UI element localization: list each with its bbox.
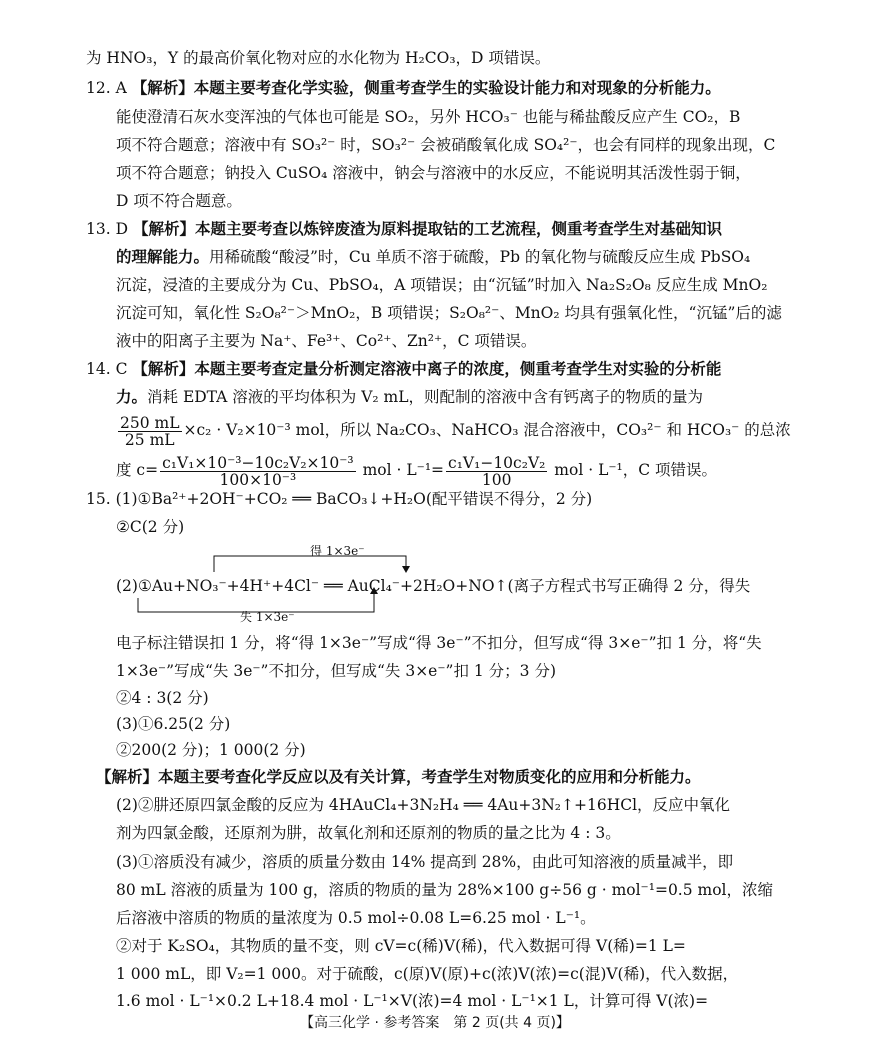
gain-arrowhead xyxy=(402,566,410,573)
q15-line5: 1×3e⁻”写成“失 3e⁻”不扣分，但写成“失 3×e⁻”扣 1 分；3 分) xyxy=(116,662,557,680)
line-prev: 为 HNO₃，Y 的最高价氧化物对应的水化物为 H₂CO₃，D 项错误。 xyxy=(86,49,551,67)
q13-line1 xyxy=(86,218,722,240)
q15-analysis7: 1 000 mL，即 V₂=1 000。对于硫酸，c(原)V(原)+c(浓)V(浓)=c(混)V(稀)，代入数据， xyxy=(116,965,739,983)
q15-eq1: (1)①Ba²⁺+2OH⁻+CO₂ ══ BaCO₃↓+H₂O(配平错误不得分，2 分) xyxy=(115,490,593,508)
q13-heading-tail: 的理解能力。 xyxy=(116,248,210,266)
page-footer: 【高三化学 · 参考答案 第 2 页(共 4 页)】 xyxy=(300,1015,570,1031)
q14-line1 xyxy=(86,358,721,380)
q12-heading: 【解析】本题主要考查化学实验，侧重考查学生的实验设计能力和对现象的分析能力。 xyxy=(131,79,721,97)
q14-conc-label: 度 c= xyxy=(116,461,159,479)
q15-line1 xyxy=(86,488,592,510)
q14-heading: 【解析】本题主要考查定量分析测定溶液中离子的浓度，侧重考查学生对实验的分析能 xyxy=(132,360,722,378)
q13-line4: 沉淀可知，氧化性 S₂O₈²⁻＞MnO₂，B 项错误；S₂O₈²⁻、MnO₂ 均具有强氧化性，“沉锰”后的滤 xyxy=(116,304,782,322)
q15-analysis1: (2)②肼还原四氯金酸的反应为 4HAuCl₄+3N₂H₄ ══ 4Au+3N₂↑+16HCl，反应中氧化 xyxy=(116,796,731,814)
gain-label: 得 1×3e⁻ xyxy=(310,544,365,558)
q15-analysis3: (3)①溶质没有减少，溶质的质量分数由 14% 提高到 28%，由此可知溶液的质量减半，即 xyxy=(116,853,734,871)
lose-label: 失 1×3e⁻ xyxy=(240,610,295,624)
q13-line3: 沉淀，浸渣的主要成分为 Cu、PbSO₄，A 项错误；由“沉锰”时加入 Na₂S₂O₈ 反应生成 MnO₂ xyxy=(116,276,768,294)
q15-analysis2: 剂为四氯金酸，还原剂为肼，故氧化剂和还原剂的物质的量之比为 4 : 3。 xyxy=(116,824,621,842)
q15-number: 15. xyxy=(86,490,111,508)
q15-analysis5: 后溶液中溶质的物质的量浓度为 0.5 mol÷0.08 L=6.25 mol · L⁻¹。 xyxy=(116,909,596,927)
q13-number: 13. D xyxy=(86,220,129,238)
q15-eq2: (2)①Au+NO₃⁻+4H⁺+4Cl⁻ ══ AuCl₄⁻+2H₂O+NO↑ xyxy=(116,577,508,595)
q15-line4: 电子标注错误扣 1 分，将“得 1×3e⁻”写成“得 3e⁻”不扣分，但写成“得 3×e⁻”扣 1 分，将“失 xyxy=(116,634,762,652)
q15-line6: ②4 : 3(2 分) xyxy=(116,689,209,707)
q12-line3: 项不符合题意；溶液中有 SO₃²⁻ 时，SO₃²⁻ 会被硝酸氧化成 SO₄²⁻，也会有同样的现象出现，C xyxy=(116,136,776,154)
q14-fraction-volume: $\frac{250 mL}{25 mL}$ xyxy=(120,413,180,449)
q15-eq2-line xyxy=(116,575,750,597)
q12-line2: 能使澄清石灰水变浑浊的气体也可能是 SO₂，另外 HCO₃⁻ 也能与稀盐酸反应产生 CO₂，B xyxy=(116,108,741,126)
q14-line3-text: ×c₂ · V₂×10⁻³ mol，所以 Na₂CO₃、NaHCO₃ 混合溶液中，CO₃²⁻ 和 HCO₃⁻ 的总浓 xyxy=(183,421,791,439)
q12-number: 12. A xyxy=(86,79,127,97)
q13-line2-text: 用稀硫酸“酸浸”时，Cu 单质不溶于硫酸，Pb 的氧化物与硫酸反应生成 PbSO₄ xyxy=(209,248,751,266)
q13-line5: 液中的阳离子主要为 Na⁺、Fe³⁺、Co²⁺、Zn²⁺，C 项错误。 xyxy=(116,332,537,350)
q15-heading: 【解析】本题主要考查化学反应以及有关计算，考查学生对物质变化的应用和分析能力。 xyxy=(96,768,701,786)
q15-analysis4: 80 mL 溶液的质量为 100 g，溶质的物质的量为 28%×100 g÷56 g · mol⁻¹=0.5 mol，浓缩 xyxy=(116,881,774,899)
q15-line2: ②C(2 分) xyxy=(116,518,185,536)
q13-heading: 【解析】本题主要考查以炼锌废渣为原料提取钴的工艺流程，侧重考查学生对基础知识 xyxy=(132,220,722,238)
q13-line2 xyxy=(116,246,750,268)
q14-unit1: mol · L⁻¹= xyxy=(362,461,445,479)
q14-line2 xyxy=(116,386,703,408)
q14-fraction-conc1: $\frac{\text{c₁V₁×10⁻³−10c₂V₂×10⁻³}}{\text{100×10⁻³}}$ xyxy=(162,453,354,489)
q14-fraction-conc2: $\frac{\text{c₁V₁−10c₂V₂}}{100}$ xyxy=(448,453,546,489)
q14-line3 xyxy=(116,412,791,448)
q14-line2-text: 消耗 EDTA 溶液的平均体积为 V₂ mL，则配制的溶液中含有钙离子的物质的量为 xyxy=(147,388,704,406)
q15-analysis8: 1.6 mol · L⁻¹×0.2 L+18.4 mol · L⁻¹×V(浓)=4 mol · L⁻¹×1 L，计算可得 V(浓)= xyxy=(116,992,709,1010)
q15-eq2-note: (离子方程式书写正确得 2 分，得失 xyxy=(507,577,751,595)
q15-analysis6: ②对于 K₂SO₄，其物质的量不变，则 cV=c(稀)V(稀)，代入数据可得 V(稀)=1 L= xyxy=(116,937,686,955)
q14-heading-tail: 力。 xyxy=(116,388,148,406)
q15-line7: (3)①6.25(2 分) xyxy=(116,715,231,733)
q12-line1 xyxy=(86,77,721,99)
q14-line4 xyxy=(116,452,717,488)
q14-number: 14. C xyxy=(86,360,128,378)
q14-unit2: mol · L⁻¹，C 项错误。 xyxy=(554,461,718,479)
q12-line4: 项不符合题意；钠投入 CuSO₄ 溶液中，钠会与溶液中的水反应，不能说明其活泼性弱于铜， xyxy=(116,164,751,182)
q15-line8: ②200(2 分)；1 000(2 分) xyxy=(116,741,306,759)
q12-line5: D 项不符合题意。 xyxy=(116,192,242,210)
